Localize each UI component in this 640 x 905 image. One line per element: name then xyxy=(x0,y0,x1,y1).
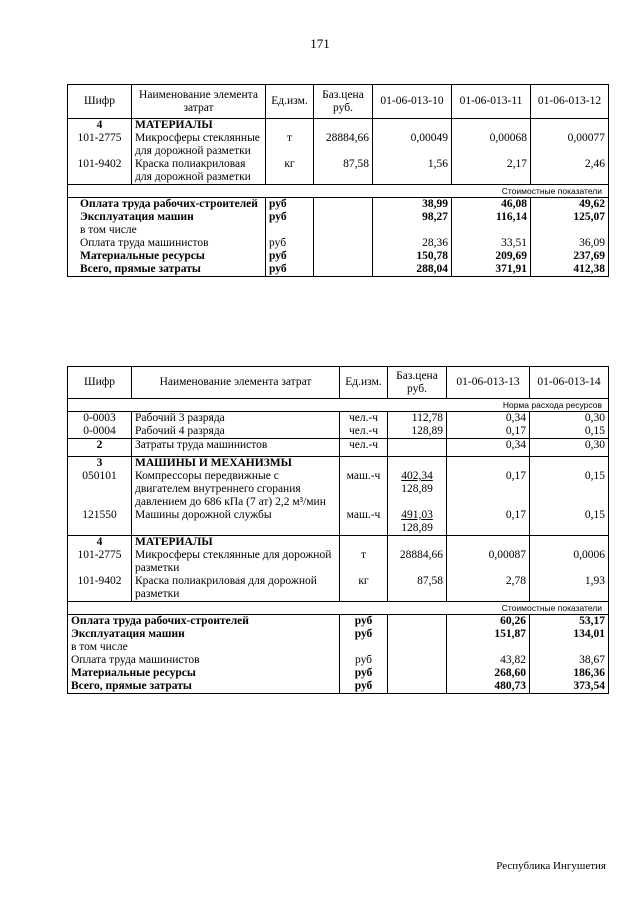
section-title: МАТЕРИАЛЫ xyxy=(132,536,340,550)
row-value: 1,93 xyxy=(530,575,609,602)
row-unit: чел.-ч xyxy=(340,412,388,426)
cost-value: 371,91 xyxy=(452,263,531,277)
col-code2-header: 01-06-013-14 xyxy=(530,367,609,399)
cost-name: Оплата труда рабочих-строителей xyxy=(71,615,249,627)
table-row xyxy=(68,132,609,158)
row-name: Рабочий 4 разряда xyxy=(132,425,340,439)
cost-name: Всего, прямые затраты xyxy=(71,680,192,692)
cost-unit: руб xyxy=(340,680,388,694)
cost-section-header xyxy=(68,185,609,198)
cost-name: Материальные ресурсы xyxy=(80,250,205,262)
row-code: 050101 xyxy=(68,470,132,509)
cost-name: Эксплуатация машин xyxy=(80,211,194,223)
row-value: 0,30 xyxy=(530,412,609,426)
row-value: 0,17 xyxy=(447,470,530,509)
cost-unit: руб xyxy=(266,237,314,250)
table-header xyxy=(68,85,609,119)
table-row xyxy=(68,425,609,439)
cost-value: 134,01 xyxy=(530,628,609,641)
row-price: 87,58 xyxy=(388,575,447,602)
cost-value: 237,69 xyxy=(531,250,609,263)
norm-header-label: Норма расхода ресурсов xyxy=(68,399,609,412)
row-price: 112,78 xyxy=(388,412,447,426)
resource-table-2 xyxy=(67,366,609,694)
section-title: МАШИНЫ И МЕХАНИЗМЫ xyxy=(132,457,340,471)
cost-value: 288,04 xyxy=(373,263,452,277)
cost-name: Оплата труда рабочих-строителей xyxy=(80,198,258,210)
section-number: 3 xyxy=(68,457,132,471)
footer-region-name: Республика Ингушетия xyxy=(496,860,606,872)
row-code: 101-2775 xyxy=(68,549,132,575)
col-code1-header: 01-06-013-10 xyxy=(373,85,452,119)
section-row xyxy=(68,457,609,471)
row-unit: маш.-ч xyxy=(340,509,388,536)
row-value: 2,78 xyxy=(447,575,530,602)
cost-value: 125,07 xyxy=(531,211,609,224)
row-name: Компрессоры передвижные с двигателем внутреннего сгорания давлением до 686 кПа (7 ат) 2,2 м³/мин xyxy=(132,470,340,509)
row-code: 101-9402 xyxy=(68,575,132,602)
cost-unit: руб xyxy=(266,263,314,277)
table-row xyxy=(68,412,609,426)
price-top: 491,03 xyxy=(401,509,433,521)
row-name: Микросферы стеклянные для дорожной разметки xyxy=(132,549,340,575)
cost-value: 33,51 xyxy=(452,237,531,250)
cost-row xyxy=(68,250,609,263)
row-value: 0,00077 xyxy=(531,132,609,158)
row-code: 121550 xyxy=(68,509,132,536)
cost-unit: руб xyxy=(266,198,314,212)
cost-value: 53,17 xyxy=(530,615,609,629)
row-value: 0,15 xyxy=(530,470,609,509)
cost-value: 49,62 xyxy=(531,198,609,212)
cost-row xyxy=(68,224,609,237)
cost-unit: руб xyxy=(340,667,388,680)
row-price: 128,89 xyxy=(388,425,447,439)
row-unit: т xyxy=(340,549,388,575)
row-code: 0-0004 xyxy=(68,425,132,439)
row-name: Краска полиакриловая для дорожной разметки xyxy=(132,575,340,602)
cost-name: Оплата труда машинистов xyxy=(68,654,340,667)
cost-row xyxy=(68,615,609,629)
cost-value: 373,54 xyxy=(530,680,609,694)
cost-value: 38,99 xyxy=(373,198,452,212)
cost-row xyxy=(68,211,609,224)
cost-unit: руб xyxy=(340,615,388,629)
row-price xyxy=(388,470,447,509)
cost-row xyxy=(68,628,609,641)
section-number: 2 xyxy=(68,439,132,457)
col-name-header: Наименование элемента затрат xyxy=(132,85,266,119)
row-value: 2,46 xyxy=(531,158,609,185)
cost-name: Оплата труда машинистов xyxy=(68,237,266,250)
cost-value: 480,73 xyxy=(447,680,530,694)
row-value: 0,34 xyxy=(447,439,530,457)
table-row xyxy=(68,470,609,509)
row-name: Микросферы стеклянные для дорожной разметки xyxy=(132,132,266,158)
row-price: 87,58 xyxy=(314,158,373,185)
cost-header-label: Стоимостные показатели xyxy=(68,185,609,198)
cost-section-header xyxy=(68,602,609,615)
row-price: 28884,66 xyxy=(314,132,373,158)
cost-header-label: Стоимостные показатели xyxy=(68,602,609,615)
row-value: 0,17 xyxy=(447,509,530,536)
cost-value: 151,87 xyxy=(447,628,530,641)
table-row xyxy=(68,158,609,185)
col-price-header: Баз.цена руб. xyxy=(388,367,447,399)
row-name: Краска полиакриловая для дорожной разметки xyxy=(132,158,266,185)
cost-row xyxy=(68,198,609,212)
row-unit: чел.-ч xyxy=(340,425,388,439)
resource-table-1 xyxy=(67,84,609,277)
row-price: 28884,66 xyxy=(388,549,447,575)
row-value: 0,00068 xyxy=(452,132,531,158)
row-unit: чел.-ч xyxy=(340,439,388,457)
row-name: Рабочий 3 разряда xyxy=(132,412,340,426)
row-value: 0,30 xyxy=(530,439,609,457)
row-unit: маш.-ч xyxy=(340,470,388,509)
section-number: 4 xyxy=(68,119,132,133)
table-row xyxy=(68,549,609,575)
col-unit-header: Ед.изм. xyxy=(340,367,388,399)
cost-row xyxy=(68,654,609,667)
section-row xyxy=(68,439,609,457)
row-code: 101-2775 xyxy=(68,132,132,158)
table-row xyxy=(68,575,609,602)
cost-value: 412,38 xyxy=(531,263,609,277)
row-unit: кг xyxy=(340,575,388,602)
row-code: 0-0003 xyxy=(68,412,132,426)
section-title: МАТЕРИАЛЫ xyxy=(132,119,266,133)
table-row xyxy=(68,509,609,536)
row-value: 1,56 xyxy=(373,158,452,185)
cost-value: 46,08 xyxy=(452,198,531,212)
row-value: 2,17 xyxy=(452,158,531,185)
page-number: 171 xyxy=(310,36,330,51)
cost-row xyxy=(68,641,609,654)
price-bottom: 128,89 xyxy=(401,522,433,534)
section-row xyxy=(68,536,609,550)
col-code-header: Шифр xyxy=(68,367,132,399)
cost-value: 209,69 xyxy=(452,250,531,263)
col-code3-header: 01-06-013-12 xyxy=(531,85,609,119)
cost-unit: руб xyxy=(266,211,314,224)
col-unit-header: Ед.изм. xyxy=(266,85,314,119)
cost-value: 28,36 xyxy=(373,237,452,250)
row-code: 101-9402 xyxy=(68,158,132,185)
row-value: 0,15 xyxy=(530,425,609,439)
price-top: 402,34 xyxy=(401,470,433,482)
section-row xyxy=(68,119,609,133)
cost-name: Материальные ресурсы xyxy=(71,667,196,679)
row-value: 0,00049 xyxy=(373,132,452,158)
cost-row xyxy=(68,680,609,694)
cost-name: Всего, прямые затраты xyxy=(80,263,201,275)
cost-unit: руб xyxy=(266,250,314,263)
cost-value: 43,82 xyxy=(447,654,530,667)
row-name: Машины дорожной службы xyxy=(132,509,340,536)
row-value: 0,00087 xyxy=(447,549,530,575)
col-code-header: Шифр xyxy=(68,85,132,119)
row-unit: кг xyxy=(266,158,314,185)
cost-value: 98,27 xyxy=(373,211,452,224)
cost-row xyxy=(68,667,609,680)
cost-value: 186,36 xyxy=(530,667,609,680)
col-code1-header: 01-06-013-13 xyxy=(447,367,530,399)
norm-section-header xyxy=(68,399,609,412)
row-value: 0,34 xyxy=(447,412,530,426)
cost-value: 150,78 xyxy=(373,250,452,263)
row-value: 0,0006 xyxy=(530,549,609,575)
price-bottom: 128,89 xyxy=(401,483,433,495)
cost-unit: руб xyxy=(340,628,388,641)
cost-value: 38,67 xyxy=(530,654,609,667)
col-price-header: Баз.цена руб. xyxy=(314,85,373,119)
row-unit: т xyxy=(266,132,314,158)
row-price xyxy=(388,509,447,536)
section-number: 4 xyxy=(68,536,132,550)
cost-value: 60,26 xyxy=(447,615,530,629)
col-name-header: Наименование элемента затрат xyxy=(132,367,340,399)
cost-unit: руб xyxy=(340,654,388,667)
cost-value: 268,60 xyxy=(447,667,530,680)
cost-value: 116,14 xyxy=(452,211,531,224)
cost-value: 36,09 xyxy=(531,237,609,250)
col-code2-header: 01-06-013-11 xyxy=(452,85,531,119)
cost-name: Эксплуатация машин xyxy=(71,628,185,640)
section-title: Затраты труда машинистов xyxy=(132,439,340,457)
cost-name: в том числе xyxy=(68,224,266,237)
cost-row xyxy=(68,237,609,250)
cost-name: в том числе xyxy=(68,641,340,654)
row-value: 0,17 xyxy=(447,425,530,439)
row-value: 0,15 xyxy=(530,509,609,536)
cost-row xyxy=(68,263,609,277)
table-header xyxy=(68,367,609,399)
